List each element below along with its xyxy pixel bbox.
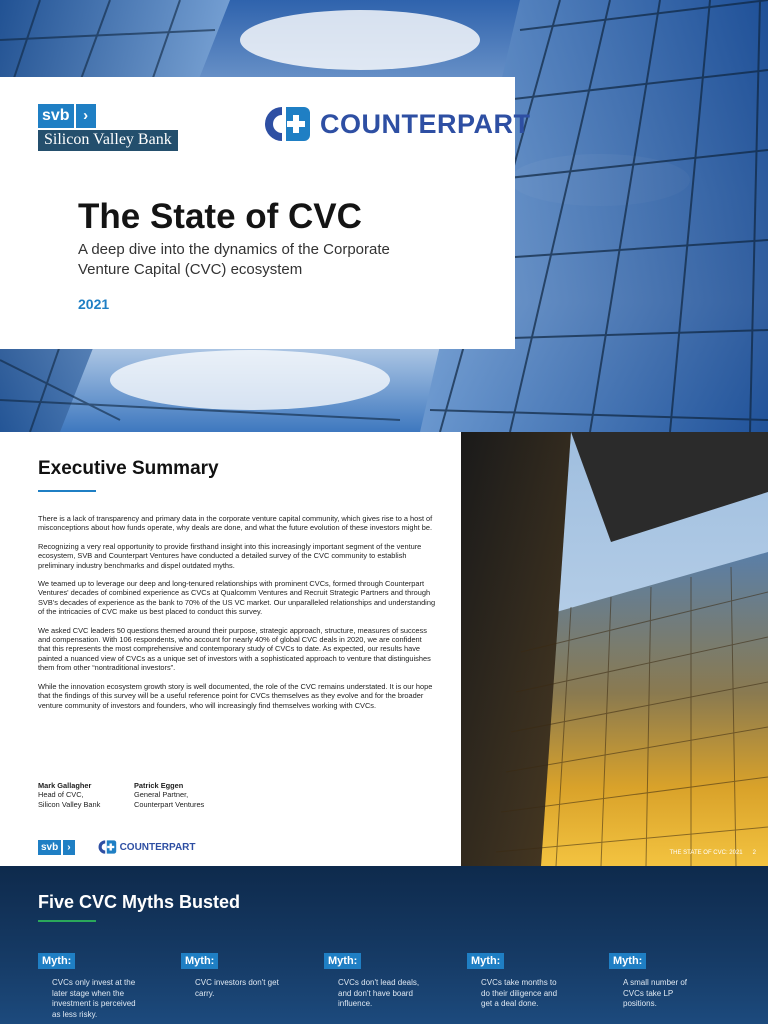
summary-body — [38, 514, 436, 719]
signatory-name: Patrick Eggen — [134, 781, 184, 790]
myths-page — [0, 866, 768, 1024]
page-subtitle: A deep dive into the dynamics of the Corporate Venture Capital (CVC) ecosystem — [78, 241, 390, 278]
svb-logo-mark: svb — [38, 840, 61, 855]
cover-page — [0, 0, 768, 432]
myth-card — [467, 953, 577, 1024]
report-year: 2021 — [78, 296, 110, 312]
myth-text: CVCs don't lead deals, and don't have board influence. — [338, 978, 420, 1008]
chevron-right-icon: › — [63, 840, 74, 855]
page-footer — [670, 850, 756, 856]
myth-text: CVCs take months to do their diligence and get a deal done. — [481, 978, 558, 1008]
myth-text: CVCs only invest at the later stage when the investment is perceived as less risky. — [52, 978, 136, 1019]
myth-text: A small number of CVCs take LP positions. — [623, 978, 688, 1008]
title-underline — [38, 490, 96, 492]
myth-label: Myth: — [609, 953, 646, 969]
summary-paragraph: While the innovation ecosystem growth story is well documented, the role of the CVC remains understated. It is our hope that the findings of this survey will be a useful reference point for CVCs themselves as they evolve and for the broader venture community of investors and founders, who will increasingly find themselves working with CVCs. — [38, 681, 433, 710]
cover-title-card — [0, 77, 531, 349]
counterpart-logo-small — [95, 839, 196, 855]
svb-logo-small — [38, 840, 75, 855]
counterpart-logo — [256, 104, 531, 144]
chevron-right-icon: › — [76, 104, 96, 128]
myth-card — [181, 953, 291, 1024]
svb-logo-name: Silicon Valley Bank — [38, 130, 178, 151]
signatory-role: Head of CVC, — [38, 790, 84, 800]
summary-paragraph: We teamed up to leverage our deep and long-tenured relationships with prominent CVCs, formed through Counterpart Ventures' decades of combined experience as CVCs at Qualcomm Ventures and Recruit Strategic Partners and through SVB's decades of experience as the bank to 70% of the US VC market. Our unparalleled relationships and understanding of the intricacies of CVC make us best placed to conduct this survey. — [38, 579, 436, 617]
summary-paragraph: We asked CVC leaders 50 questions themed around their purpose, strategic approach, structure, measures of success and compensation. With 106 respondents, who account for nearly 40% of global CVC deals in 2020, we are confident that this represents the most comprehensive and contemporary study of CVCs to date. As expected, our results have painted a nuanced view of CVCs as a unique set of investors with a sophisticated approach to venture that distinguishes them from other “nontraditional investors”. — [38, 625, 431, 673]
svb-logo-mark: svb — [38, 104, 74, 128]
counterpart-wordmark: COUNTERPART — [320, 108, 531, 139]
signatory — [38, 781, 134, 809]
signatory-role: General Partner, — [134, 790, 189, 800]
executive-summary-page — [0, 432, 768, 866]
signatory-name: Mark Gallagher — [38, 781, 92, 790]
signatory-org: Counterpart Ventures — [134, 799, 205, 809]
myth-card — [324, 953, 434, 1024]
summary-paragraph: Recognizing a very real opportunity to provide firsthand insight into this increasingly important segment of the venture ecosystem, SVB and Counterpart Ventures have conducted a detailed survey of the CVC community to establish preliminary industry benchmarks and dispel outdated myths. — [38, 541, 422, 570]
myth-card — [38, 953, 148, 1024]
summary-paragraph: There is a lack of transparency and primary data in the corporate venture capital community, which gives rise to a host of misconceptions about how funds operate, why deals are done, and what the future evolution of these investors might be. — [38, 514, 433, 533]
report-footer-label: THE STATE OF CVC: 2021 — [669, 850, 743, 856]
myth-label: Myth: — [38, 953, 75, 969]
section-title: Executive Summary — [38, 458, 219, 479]
myth-card — [609, 953, 719, 1024]
myth-label: Myth: — [467, 953, 504, 969]
page-number: 2 — [752, 850, 756, 856]
myth-label: Myth: — [181, 953, 218, 969]
section-title: Five CVC Myths Busted — [38, 892, 241, 912]
title-underline — [38, 920, 96, 922]
counterpart-c-plus-icon — [95, 839, 117, 855]
signatory — [134, 781, 230, 809]
footer-logos — [38, 839, 196, 855]
page-title: The State of CVC — [78, 197, 362, 236]
signatory-org: Silicon Valley Bank — [38, 799, 101, 809]
signatures — [38, 781, 230, 809]
glass-building-image — [461, 432, 768, 866]
myth-label: Myth: — [324, 953, 361, 969]
counterpart-wordmark: COUNTERPART — [119, 841, 196, 853]
building-photo — [461, 432, 768, 866]
counterpart-c-plus-icon — [256, 104, 312, 144]
myth-text: CVC investors don't get carry. — [195, 978, 279, 998]
svb-logo — [38, 104, 178, 151]
